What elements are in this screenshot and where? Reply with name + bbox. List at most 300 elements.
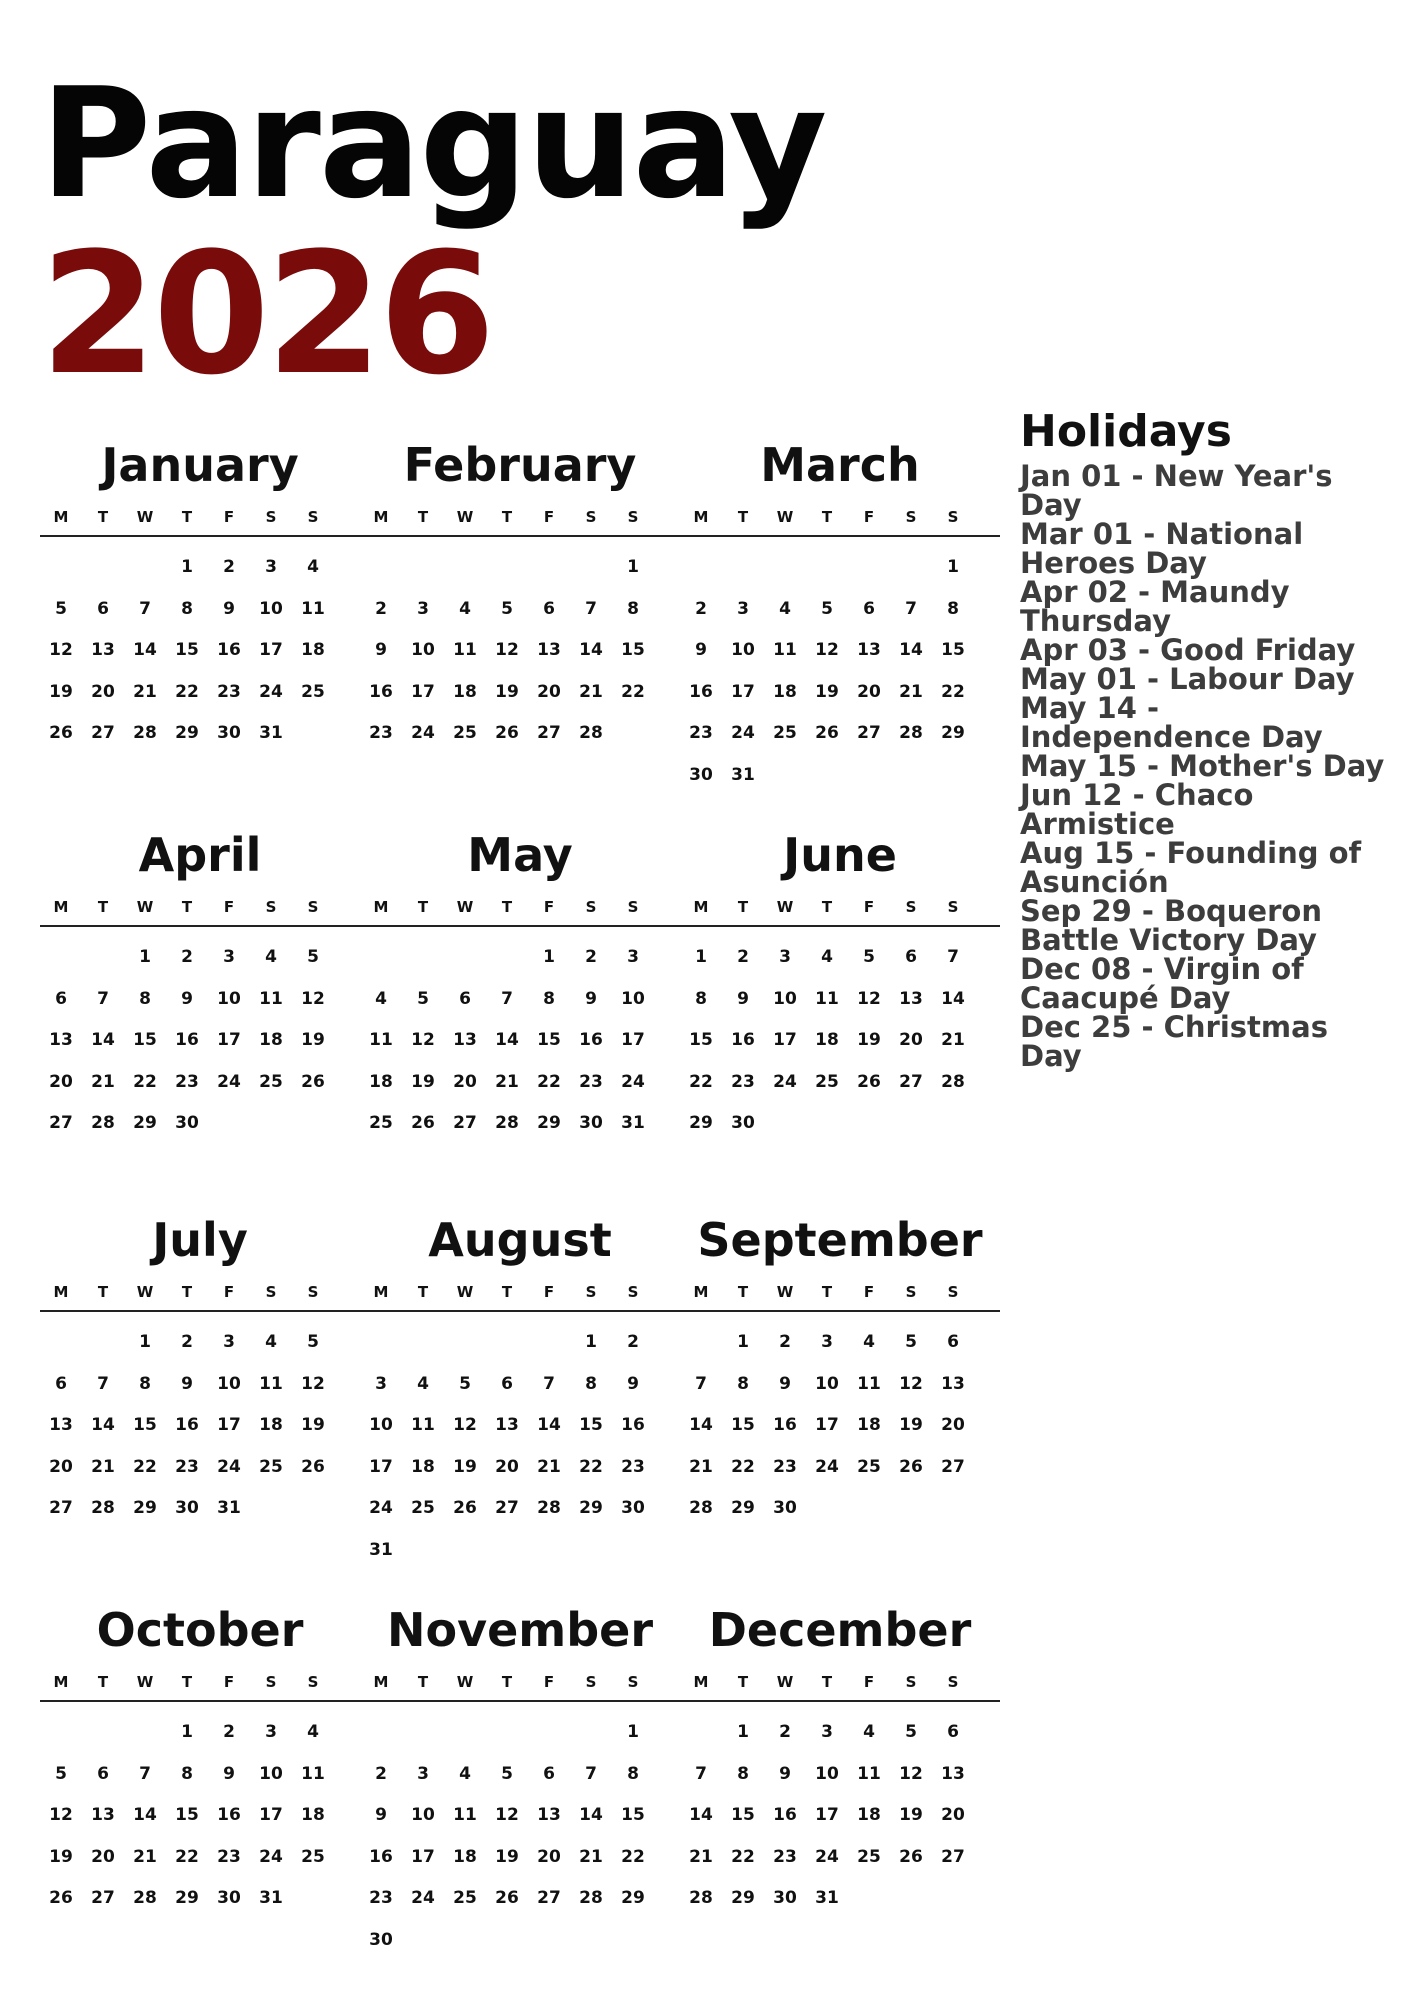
weekday-label: W	[776, 508, 794, 526]
day-cell: 10	[369, 1415, 393, 1435]
month-name: October	[96, 1603, 304, 1657]
day-cell: 23	[175, 1071, 199, 1092]
day-cell: 11	[857, 1373, 881, 1394]
day-cell: 6	[97, 598, 109, 619]
day-cell: 10	[731, 640, 755, 660]
day-cell: 9	[627, 1373, 639, 1394]
weekday-label: T	[501, 1673, 513, 1691]
weekday-label: T	[181, 1673, 193, 1691]
day-cell: 1	[585, 1332, 597, 1352]
month-block	[40, 815, 360, 1200]
holiday-line: Day	[1020, 488, 1082, 522]
day-cell: 27	[537, 1888, 561, 1908]
day-cell: 9	[737, 988, 749, 1009]
day-cell: 19	[495, 1846, 519, 1867]
day-cell: 11	[815, 988, 839, 1009]
day-cell: 5	[307, 1332, 319, 1352]
day-cell: 29	[941, 723, 965, 743]
weekday-header	[360, 1670, 680, 1702]
empty-cell	[124, 547, 166, 589]
day-cell: 22	[175, 1846, 199, 1867]
day-cell: 21	[689, 1846, 713, 1867]
weekday-header	[360, 1280, 680, 1312]
day-cell: 6	[55, 988, 67, 1009]
day-cell: 5	[417, 988, 429, 1009]
month-name: July	[152, 1213, 248, 1267]
day-cell: 20	[899, 1030, 923, 1050]
day-cell: 1	[695, 947, 707, 967]
day-cell: 16	[175, 1030, 199, 1050]
day-cell: 24	[815, 1456, 839, 1477]
day-cell: 10	[815, 1373, 839, 1394]
weekday-label: S	[265, 898, 277, 916]
empty-cell	[402, 1322, 444, 1364]
day-cell: 9	[375, 1805, 387, 1825]
empty-cell	[82, 1712, 124, 1754]
empty-cell	[82, 547, 124, 589]
month-name: June	[783, 828, 897, 882]
month-block	[40, 425, 360, 815]
day-cell: 8	[947, 598, 959, 619]
weekday-label: W	[776, 898, 794, 916]
day-cell: 16	[369, 1846, 393, 1867]
day-cell: 6	[543, 598, 555, 619]
weekday-label: W	[776, 1283, 794, 1301]
day-cell: 8	[627, 1763, 639, 1784]
day-cell: 6	[55, 1373, 67, 1394]
holiday-line: Asunción	[1020, 865, 1169, 899]
day-cell: 30	[579, 1113, 603, 1133]
day-cell: 28	[91, 1498, 115, 1518]
weekday-label: T	[501, 508, 513, 526]
day-cell: 3	[223, 1332, 235, 1352]
day-cell: 25	[773, 723, 797, 743]
day-cell: 28	[899, 723, 923, 743]
weekday-label: S	[627, 898, 639, 916]
empty-cell	[486, 1712, 528, 1754]
day-cell: 8	[181, 1763, 193, 1784]
weekday-label: F	[543, 1283, 555, 1301]
day-cell: 27	[941, 1846, 965, 1867]
day-cell: 13	[537, 1805, 561, 1825]
day-cell: 11	[453, 640, 477, 660]
day-cell: 8	[139, 988, 151, 1009]
day-cell: 30	[621, 1498, 645, 1518]
calendar-row	[40, 425, 1000, 815]
day-cell: 6	[543, 1763, 555, 1784]
day-cell: 4	[821, 947, 833, 967]
weekday-label: T	[821, 1283, 833, 1301]
days-grid	[40, 1702, 360, 1920]
empty-cell	[40, 1712, 82, 1754]
day-cell: 18	[369, 1071, 393, 1092]
weekday-label: S	[905, 898, 917, 916]
weekday-label: S	[265, 508, 277, 526]
day-cell: 29	[731, 1498, 755, 1518]
day-cell: 31	[259, 1888, 283, 1908]
day-cell: 4	[375, 988, 387, 1009]
weekday-label: S	[627, 1673, 639, 1691]
day-cell: 21	[689, 1456, 713, 1477]
day-cell: 25	[453, 723, 477, 743]
day-cell: 17	[815, 1805, 839, 1825]
empty-cell	[40, 937, 82, 979]
holiday-list	[1020, 459, 1400, 1073]
day-cell: 12	[301, 988, 325, 1009]
weekday-label: M	[693, 1673, 709, 1691]
weekday-label: M	[53, 898, 69, 916]
weekday-label: S	[585, 1673, 597, 1691]
day-cell: 3	[627, 947, 639, 967]
day-cell: 18	[301, 640, 325, 660]
weekday-label: T	[737, 508, 749, 526]
weekday-label: S	[905, 1283, 917, 1301]
month-name: May	[467, 828, 573, 882]
day-cell: 18	[411, 1456, 435, 1477]
day-cell: 2	[181, 1332, 193, 1352]
day-cell: 5	[307, 947, 319, 967]
day-cell: 28	[537, 1498, 561, 1518]
empty-cell	[528, 547, 570, 589]
weekday-label: F	[863, 898, 875, 916]
day-cell: 23	[579, 1071, 603, 1092]
day-cell: 27	[537, 723, 561, 743]
day-cell: 14	[689, 1805, 713, 1825]
day-cell: 11	[453, 1805, 477, 1825]
day-cell: 27	[91, 1888, 115, 1908]
day-cell: 20	[537, 1846, 561, 1867]
day-cell: 21	[537, 1456, 561, 1477]
day-cell: 8	[181, 598, 193, 619]
weekday-label: F	[543, 1673, 555, 1691]
day-cell: 10	[217, 1373, 241, 1394]
holiday-line: Heroes Day	[1020, 546, 1207, 580]
day-cell: 1	[181, 1722, 193, 1742]
day-cell: 27	[453, 1113, 477, 1133]
weekday-label: T	[181, 508, 193, 526]
weekday-label: T	[501, 898, 513, 916]
day-cell: 2	[779, 1332, 791, 1352]
day-cell: 30	[217, 1888, 241, 1908]
day-cell: 15	[537, 1030, 561, 1050]
holiday-line: Day	[1020, 1039, 1082, 1073]
day-cell: 13	[941, 1763, 965, 1784]
day-cell: 17	[411, 1846, 435, 1867]
day-cell: 28	[579, 1888, 603, 1908]
day-cell: 20	[91, 681, 115, 702]
weekday-label: T	[417, 508, 429, 526]
day-cell: 28	[91, 1113, 115, 1133]
day-cell: 13	[91, 1805, 115, 1825]
day-cell: 18	[857, 1805, 881, 1825]
day-cell: 4	[307, 557, 319, 577]
day-cell: 23	[369, 723, 393, 743]
weekday-label: S	[307, 508, 319, 526]
weekday-label: F	[223, 1673, 235, 1691]
day-cell: 21	[579, 1846, 603, 1867]
day-cell: 29	[175, 1888, 199, 1908]
day-cell: 20	[49, 1071, 73, 1092]
day-cell: 29	[731, 1888, 755, 1908]
day-cell: 27	[899, 1071, 923, 1092]
day-cell: 24	[259, 1846, 283, 1867]
weekday-label: S	[627, 508, 639, 526]
day-cell: 1	[139, 947, 151, 967]
weekday-label: T	[97, 898, 109, 916]
empty-cell	[360, 937, 402, 979]
empty-cell	[360, 1322, 402, 1364]
day-cell: 11	[369, 1030, 393, 1050]
day-cell: 22	[133, 1071, 157, 1092]
day-cell: 18	[259, 1030, 283, 1050]
day-cell: 25	[369, 1113, 393, 1133]
day-cell: 15	[621, 1805, 645, 1825]
day-cell: 9	[779, 1763, 791, 1784]
day-cell: 27	[941, 1456, 965, 1477]
day-cell: 19	[301, 1415, 325, 1435]
day-cell: 24	[217, 1456, 241, 1477]
day-cell: 30	[689, 764, 713, 785]
day-cell: 17	[773, 1030, 797, 1050]
day-cell: 8	[543, 988, 555, 1009]
day-cell: 14	[495, 1030, 519, 1050]
day-cell: 17	[369, 1456, 393, 1477]
weekday-label: T	[417, 1283, 429, 1301]
day-cell: 24	[411, 1888, 435, 1908]
weekday-header	[360, 895, 680, 927]
empty-cell	[806, 547, 848, 589]
day-cell: 22	[941, 681, 965, 702]
day-cell: 16	[579, 1030, 603, 1050]
day-cell: 13	[49, 1030, 73, 1050]
weekday-label: T	[97, 1673, 109, 1691]
empty-cell	[444, 937, 486, 979]
weekday-header	[40, 895, 360, 927]
day-cell: 1	[627, 557, 639, 577]
weekday-header	[40, 505, 360, 537]
day-cell: 18	[301, 1805, 325, 1825]
holiday-line: Apr 03 - Good Friday	[1020, 633, 1356, 667]
day-cell: 30	[773, 1888, 797, 1908]
day-cell: 24	[621, 1071, 645, 1092]
day-cell: 15	[621, 640, 645, 660]
day-cell: 11	[857, 1763, 881, 1784]
day-cell: 29	[579, 1498, 603, 1518]
holiday-line: Dec 08 - Virgin of	[1020, 952, 1304, 986]
day-cell: 23	[689, 723, 713, 743]
day-cell: 23	[731, 1071, 755, 1092]
empty-cell	[360, 547, 402, 589]
day-cell: 26	[899, 1846, 923, 1867]
weekday-label: S	[585, 508, 597, 526]
day-cell: 26	[301, 1071, 325, 1092]
weekday-label: S	[265, 1673, 277, 1691]
day-cell: 31	[731, 764, 755, 785]
day-cell: 25	[411, 1498, 435, 1518]
day-cell: 21	[133, 681, 157, 702]
day-cell: 19	[49, 1846, 73, 1867]
day-cell: 20	[941, 1415, 965, 1435]
day-cell: 8	[585, 1373, 597, 1394]
day-cell: 23	[175, 1456, 199, 1477]
empty-cell	[40, 1322, 82, 1364]
weekday-label: F	[223, 898, 235, 916]
weekday-label: M	[373, 1673, 389, 1691]
day-cell: 7	[695, 1763, 707, 1784]
day-cell: 6	[947, 1332, 959, 1352]
day-cell: 25	[815, 1071, 839, 1092]
day-cell: 4	[459, 1763, 471, 1784]
day-cell: 17	[731, 681, 755, 702]
empty-cell	[570, 547, 612, 589]
day-cell: 7	[585, 1763, 597, 1784]
weekday-label: M	[53, 1283, 69, 1301]
weekday-header	[40, 1670, 360, 1702]
month-name: November	[386, 1603, 654, 1657]
holiday-line: Independence Day	[1020, 720, 1323, 754]
day-cell: 1	[947, 557, 959, 577]
day-cell: 30	[217, 723, 241, 743]
day-cell: 16	[773, 1415, 797, 1435]
day-cell: 17	[621, 1030, 645, 1050]
day-cell: 11	[301, 1763, 325, 1784]
day-cell: 2	[375, 598, 387, 619]
day-cell: 3	[779, 947, 791, 967]
day-cell: 2	[375, 1763, 387, 1784]
month-block	[40, 1200, 360, 1590]
day-cell: 21	[941, 1030, 965, 1050]
days-grid	[680, 537, 1000, 796]
day-cell: 7	[139, 1763, 151, 1784]
weekday-label: M	[53, 508, 69, 526]
weekday-label: F	[863, 1283, 875, 1301]
day-cell: 8	[139, 1373, 151, 1394]
day-cell: 19	[495, 681, 519, 702]
weekday-label: S	[947, 508, 959, 526]
weekday-label: F	[543, 508, 555, 526]
day-cell: 13	[49, 1415, 73, 1435]
day-cell: 9	[181, 988, 193, 1009]
weekday-label: S	[585, 1283, 597, 1301]
day-cell: 26	[495, 1888, 519, 1908]
day-cell: 15	[689, 1030, 713, 1050]
day-cell: 2	[223, 1722, 235, 1742]
day-cell: 18	[453, 681, 477, 702]
empty-cell	[680, 547, 722, 589]
day-cell: 22	[175, 681, 199, 702]
day-cell: 28	[495, 1113, 519, 1133]
month-block	[360, 1590, 680, 1961]
day-cell: 21	[91, 1071, 115, 1092]
weekday-label: M	[53, 1673, 69, 1691]
day-cell: 26	[815, 723, 839, 743]
day-cell: 29	[689, 1113, 713, 1133]
month-block	[40, 1590, 360, 1961]
empty-cell	[444, 547, 486, 589]
weekday-label: M	[693, 898, 709, 916]
holiday-line: Battle Victory Day	[1020, 923, 1317, 957]
day-cell: 30	[175, 1113, 199, 1133]
day-cell: 5	[459, 1373, 471, 1394]
day-cell: 28	[941, 1071, 965, 1092]
empty-cell	[402, 1712, 444, 1754]
empty-cell	[444, 1712, 486, 1754]
days-grid	[680, 1702, 1000, 1920]
month-block	[360, 425, 680, 815]
day-cell: 25	[453, 1888, 477, 1908]
day-cell: 22	[579, 1456, 603, 1477]
holiday-line: Sep 29 - Boqueron	[1020, 894, 1322, 928]
day-cell: 2	[627, 1332, 639, 1352]
weekday-label: S	[265, 1283, 277, 1301]
day-cell: 16	[175, 1415, 199, 1435]
empty-cell	[528, 1712, 570, 1754]
day-cell: 5	[55, 598, 67, 619]
day-cell: 7	[501, 988, 513, 1009]
day-cell: 28	[133, 1888, 157, 1908]
day-cell: 10	[815, 1763, 839, 1784]
day-cell: 16	[773, 1805, 797, 1825]
empty-cell	[890, 547, 932, 589]
days-grid	[40, 537, 360, 755]
day-cell: 5	[905, 1722, 917, 1742]
weekday-label: W	[136, 1673, 154, 1691]
day-cell: 26	[495, 723, 519, 743]
day-cell: 27	[495, 1498, 519, 1518]
weekday-label: S	[905, 1673, 917, 1691]
day-cell: 8	[695, 988, 707, 1009]
day-cell: 6	[97, 1763, 109, 1784]
weekday-label: T	[821, 898, 833, 916]
day-cell: 10	[259, 1763, 283, 1784]
day-cell: 19	[411, 1071, 435, 1092]
day-cell: 5	[821, 598, 833, 619]
month-name: September	[697, 1213, 983, 1267]
day-cell: 4	[417, 1373, 429, 1394]
holiday-line: Armistice	[1020, 807, 1175, 841]
empty-cell	[764, 547, 806, 589]
weekday-label: T	[821, 1673, 833, 1691]
day-cell: 4	[307, 1722, 319, 1742]
day-cell: 10	[217, 988, 241, 1009]
day-cell: 8	[627, 598, 639, 619]
calendar-row	[40, 1590, 1000, 1961]
day-cell: 18	[815, 1030, 839, 1050]
day-cell: 7	[585, 598, 597, 619]
day-cell: 26	[857, 1071, 881, 1092]
weekday-label: S	[307, 1673, 319, 1691]
day-cell: 13	[495, 1415, 519, 1435]
month-name: February	[403, 438, 637, 492]
day-cell: 5	[55, 1763, 67, 1784]
days-grid	[360, 1312, 680, 1571]
empty-cell	[82, 937, 124, 979]
weekday-label: W	[456, 1673, 474, 1691]
day-cell: 9	[585, 988, 597, 1009]
day-cell: 4	[863, 1332, 875, 1352]
holiday-line: Jun 12 - Chaco	[1020, 778, 1254, 812]
weekday-header	[680, 895, 1000, 927]
day-cell: 14	[941, 988, 965, 1009]
day-cell: 23	[217, 1846, 241, 1867]
weekday-label: W	[456, 1283, 474, 1301]
day-cell: 5	[905, 1332, 917, 1352]
holiday-line: May 01 - Labour Day	[1020, 662, 1355, 696]
day-cell: 20	[49, 1456, 73, 1477]
day-cell: 14	[133, 640, 157, 660]
empty-cell	[680, 1322, 722, 1364]
holiday-line: Caacupé Day	[1020, 981, 1231, 1015]
